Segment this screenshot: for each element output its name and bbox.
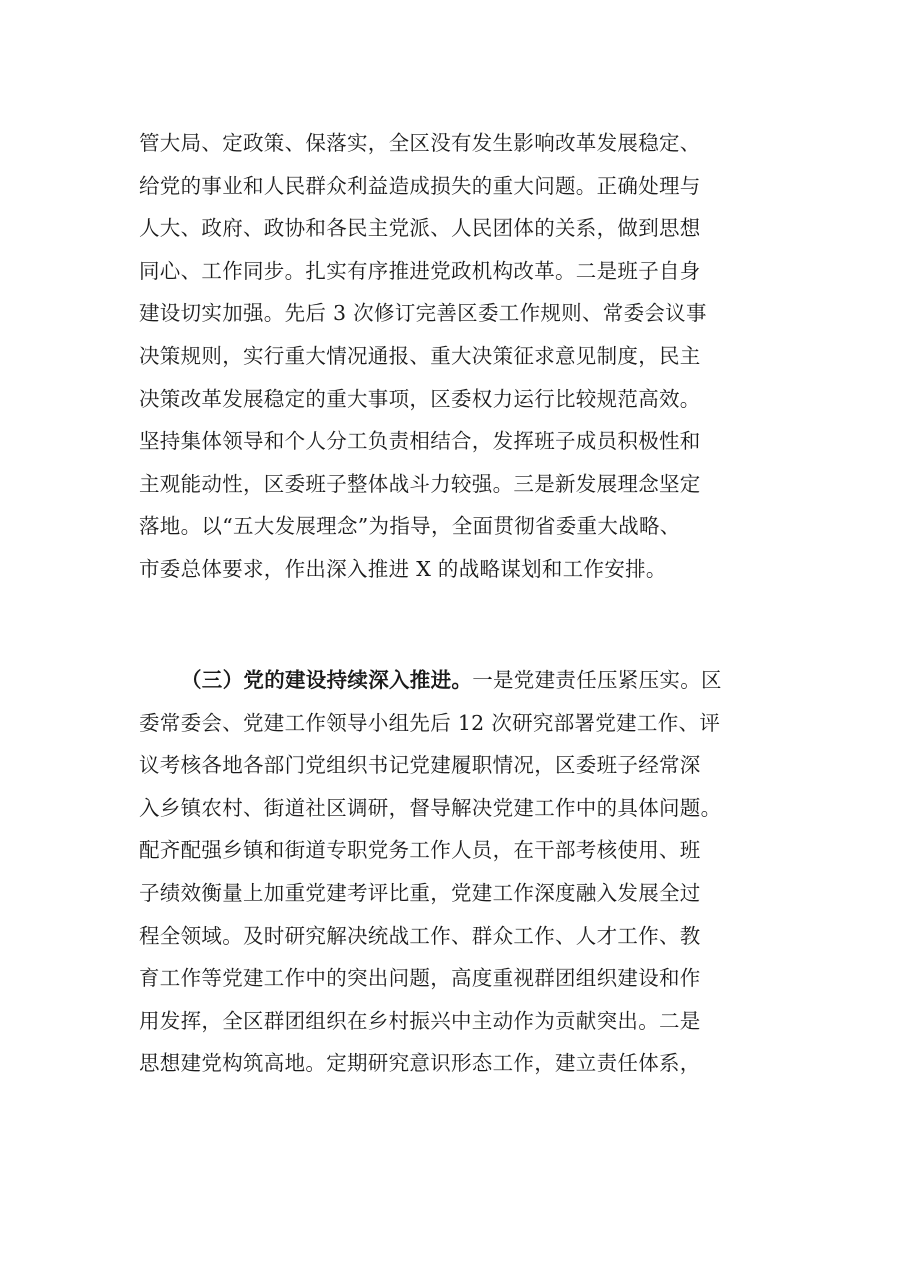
section-heading: （三）党的建设持续深入推进。 <box>181 668 473 692</box>
text-line: 用发挥，全区群团组织在乡村振兴中主动作为贡献突出。二是 <box>139 1008 701 1033</box>
text-line: 主观能动性，区委班子整体战斗力较强。三是新发展理念坚定 <box>139 471 701 496</box>
text-line: 落地。以“五大发展理念”为指导，全面贯彻省委重大战略、 <box>139 514 681 539</box>
text-line: 给党的事业和人民群众利益造成损失的重大问题。正确处理与 <box>139 173 701 198</box>
text-line: 委常委会、党建工作领导小组先后 12 次研究部署党建工作、评 <box>139 710 721 735</box>
paragraph-2 <box>139 659 779 1085</box>
text-line: 决策规则，实行重大情况通报、重大决策征求意见制度，民主 <box>139 343 701 368</box>
text-line: 程全领域。及时研究解决统战工作、群众工作、人才工作、教 <box>139 923 701 948</box>
text-line-first-rest: 一是党建责任压紧压实。区 <box>472 668 722 692</box>
text-line: 坚持集体领导和个人分工负责相结合，发挥班子成员积极性和 <box>139 429 701 454</box>
text-line: 管大局、定政策、保落实，全区没有发生影响改革发展稳定、 <box>139 131 701 155</box>
text-line: 建设切实加强。先后 3 次修订完善区委工作规则、常委会议事 <box>139 301 707 326</box>
text-line: 配齐配强乡镇和街道专职党务工作人员，在干部考核使用、班 <box>139 838 701 863</box>
text-line: 市委总体要求，作出深入推进 X 的战略谋划和工作安排。 <box>139 556 667 581</box>
text-line: 同心、工作同步。扎实有序推进党政机构改革。二是班子自身 <box>139 258 701 283</box>
text-line: 育工作等党建工作中的突出问题，高度重视群团组织建设和作 <box>139 966 701 991</box>
text-line: 思想建党构筑高地。定期研究意识形态工作，建立责任体系， <box>139 1051 701 1076</box>
text-line: 入乡镇农村、街道社区调研，督导解决党建工作中的具体问题。 <box>139 795 722 820</box>
text-line: 决策改革发展稳定的重大事项，区委权力运行比较规范高效。 <box>139 386 701 411</box>
text-line-first <box>139 659 779 702</box>
text-line: 子绩效衡量上加重党建考评比重，党建工作深度融入发展全过 <box>139 880 701 905</box>
paragraph-1 <box>139 122 779 591</box>
text-line: 人大、政府、政协和各民主党派、人民团体的关系，做到思想 <box>139 216 701 241</box>
text-line: 议考核各地各部门党组织书记党建履职情况，区委班子经常深 <box>139 753 701 778</box>
